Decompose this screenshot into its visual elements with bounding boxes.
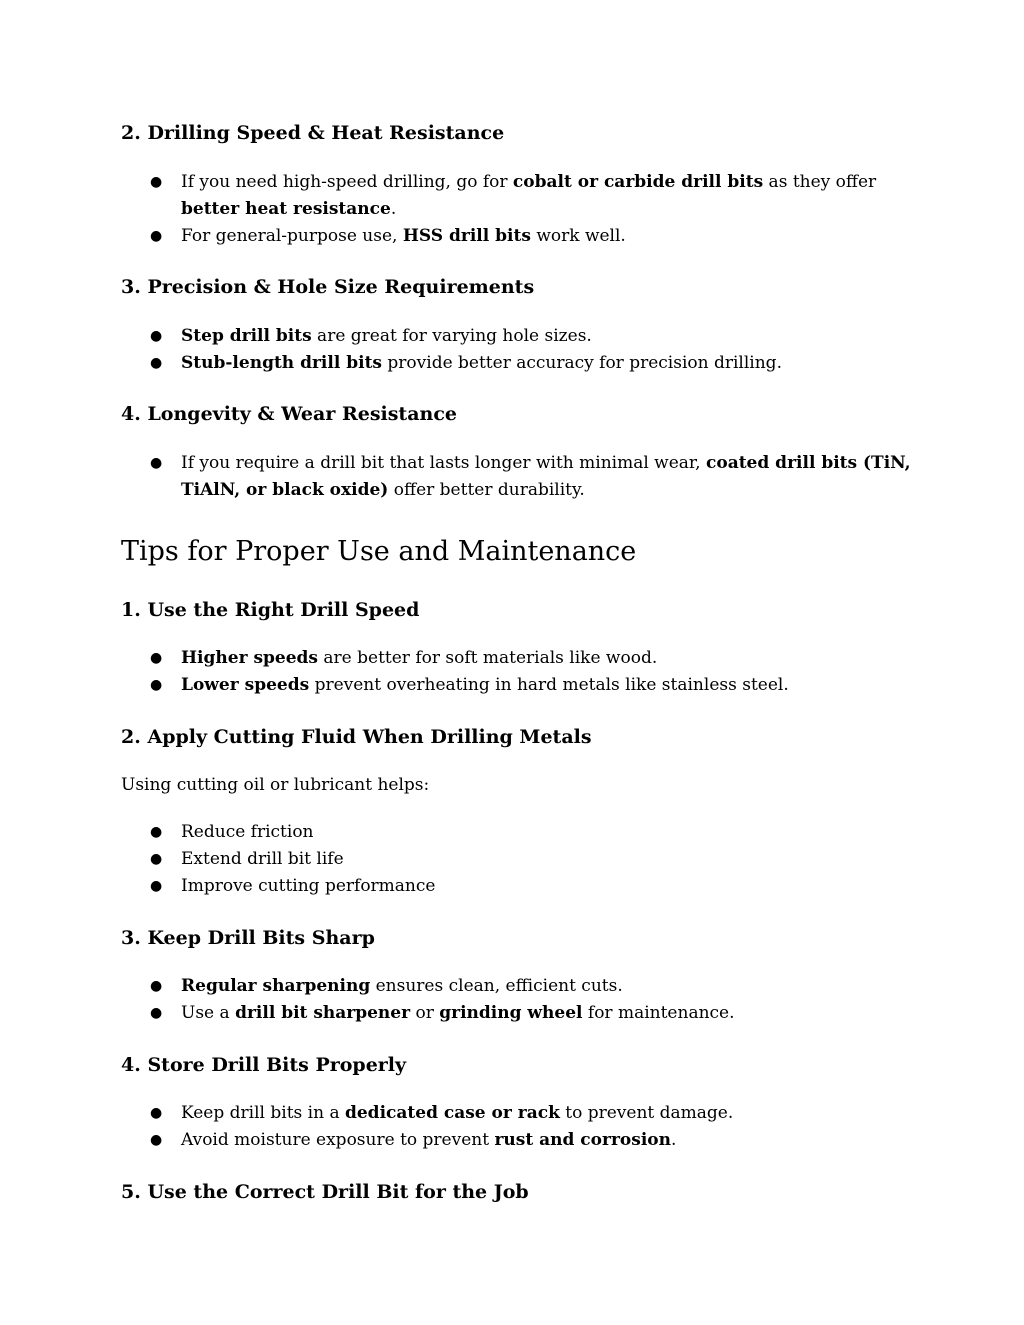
text-run: If you require a drill bit that lasts longer with minimal wear, (181, 453, 706, 473)
list-item (121, 169, 911, 223)
bullet-icon: ● (150, 228, 163, 244)
list-item-text (181, 822, 314, 842)
bullet-icon: ● (150, 328, 163, 344)
bullet-icon: ● (150, 1132, 163, 1148)
list-item (121, 973, 911, 1000)
bullet-icon: ● (150, 677, 163, 693)
list-item-text (181, 453, 911, 500)
bold-text: Step drill bits (181, 326, 312, 346)
text-run: Keep drill bits in a (181, 1103, 345, 1123)
bullet-icon: ● (150, 355, 163, 371)
bullet-list (121, 645, 911, 699)
tip-heading: 2. Apply Cutting Fluid When Drilling Metals (121, 726, 592, 748)
list-item (121, 323, 911, 350)
text-run: Extend drill bit life (181, 849, 344, 869)
bullet-list (121, 450, 911, 504)
section-heading: 4. Longevity & Wear Resistance (121, 403, 457, 425)
text-run: . (670, 1130, 677, 1150)
section-heading: 3. Precision & Hole Size Requirements (121, 276, 535, 298)
bold-text: HSS drill bits (402, 226, 531, 246)
list-item (121, 1127, 911, 1154)
bold-text: Lower speeds (181, 675, 310, 695)
main-heading: Tips for Proper Use and Maintenance (121, 536, 637, 567)
list-item-text (181, 353, 782, 373)
bold-text: drill bit sharpener (235, 1003, 411, 1023)
bullet-list (121, 323, 911, 377)
bullet-icon: ● (150, 1105, 163, 1121)
text-run: Avoid moisture exposure to prevent (181, 1130, 495, 1150)
bullet-icon: ● (150, 978, 163, 994)
bold-text: cobalt or carbide drill bits (512, 172, 764, 192)
list-item (121, 672, 911, 699)
text-run: for maintenance. (582, 1003, 735, 1023)
tip-heading: 4. Store Drill Bits Properly (121, 1054, 407, 1076)
bold-text: dedicated case or rack (344, 1103, 560, 1123)
text-run: are better for soft materials like wood. (318, 648, 658, 668)
bold-text: grinding wheel (439, 1003, 583, 1023)
list-item-text (181, 1003, 735, 1023)
list-item-text (181, 976, 623, 996)
bold-text: Regular sharpening (181, 976, 371, 996)
tip-heading: 1. Use the Right Drill Speed (121, 599, 420, 621)
text-run: Use a (181, 1003, 236, 1023)
bold-text: coated drill bits (TiN, TiAlN, or black oxide) (181, 453, 911, 500)
bold-text: Higher speeds (181, 648, 319, 668)
text-run: provide better accuracy for precision drilling. (382, 353, 782, 373)
bold-text: better heat resistance (181, 199, 391, 219)
list-item (121, 223, 911, 250)
bullet-list (121, 973, 911, 1027)
list-item-text (181, 1103, 733, 1123)
text-run: . (390, 199, 397, 219)
text-run: are great for varying hole sizes. (311, 326, 592, 346)
text-run: ensures clean, efficient cuts. (370, 976, 623, 996)
list-item (121, 645, 911, 672)
bullet-list (121, 1100, 911, 1154)
bullet-icon: ● (150, 878, 163, 894)
list-item-text (181, 226, 626, 246)
text-run: If you need high-speed drilling, go for (181, 172, 513, 192)
list-item-text (181, 648, 657, 668)
bullet-list (121, 819, 911, 900)
bullet-list (121, 169, 911, 250)
bullet-icon: ● (150, 824, 163, 840)
list-item (121, 450, 911, 504)
bold-text: rust and corrosion (494, 1130, 671, 1150)
text-run: as they offer (763, 172, 877, 192)
bullet-icon: ● (150, 1005, 163, 1021)
list-item-text (181, 675, 789, 695)
bullet-icon: ● (150, 851, 163, 867)
list-item-text (181, 326, 592, 346)
bold-text: Stub-length drill bits (181, 353, 382, 373)
tip-heading: 5. Use the Correct Drill Bit for the Job (121, 1181, 529, 1203)
list-item (121, 873, 911, 900)
list-item (121, 1000, 911, 1027)
list-item-text (181, 1130, 676, 1150)
bullet-icon: ● (150, 455, 163, 471)
bullet-icon: ● (150, 174, 163, 190)
text-run: offer better durability. (388, 480, 585, 500)
list-item (121, 1100, 911, 1127)
text-run: or (410, 1003, 440, 1023)
text-run: For general-purpose use, (181, 226, 403, 246)
tip-heading: 3. Keep Drill Bits Sharp (121, 927, 375, 949)
text-run: work well. (530, 226, 626, 246)
section-heading: 2. Drilling Speed & Heat Resistance (121, 122, 505, 144)
intro-paragraph: Using cutting oil or lubricant helps: (121, 775, 430, 795)
text-run: prevent overheating in hard metals like stainless steel. (309, 675, 789, 695)
list-item-text (181, 876, 435, 896)
list-item (121, 350, 911, 377)
list-item (121, 846, 911, 873)
text-run: Improve cutting performance (181, 876, 436, 896)
list-item (121, 819, 911, 846)
text-run: to prevent damage. (559, 1103, 734, 1123)
text-run: Reduce friction (181, 822, 314, 842)
list-item-text (181, 849, 344, 869)
list-item-text (181, 172, 876, 219)
bullet-icon: ● (150, 650, 163, 666)
